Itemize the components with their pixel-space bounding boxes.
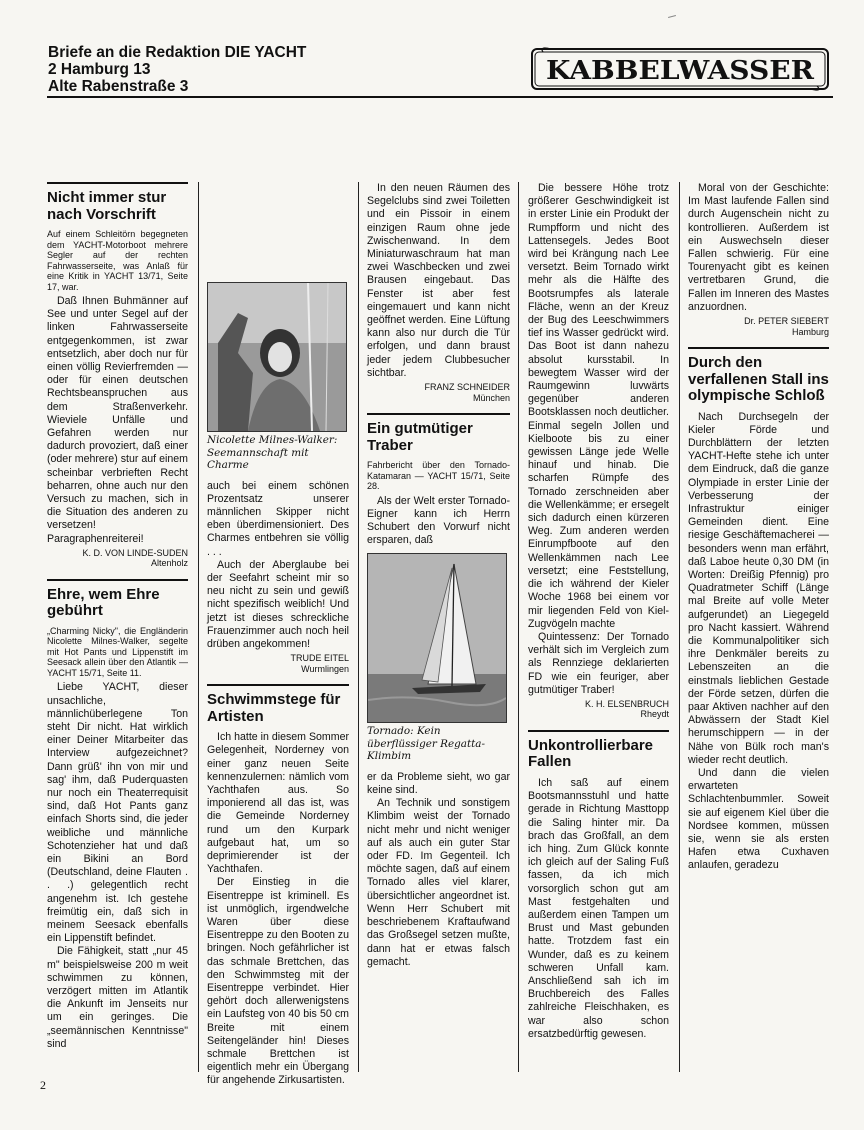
letter-paragraph: Der Einstieg in die Eisentreppe ist kriminell. Es ist unmöglich, irgendwelche Waren über diese Eisentreppe zu den Booten zu bringen. Noch gefährlicher ist das schmale Brettchen, das den Schwimmsteg mit der Eisentreppe verbindet. Hier gehört doch allerwenigstens ein Laufsteg von 40 bis 50 cm Breite mit einem Seitengeländer hin! Dieses schmale Brettchen ist eigentlich mehr ein Übergang für angehende Zirkusartisten. xyxy=(207,876,349,1087)
letter-signature-place: Wurmlingen xyxy=(301,663,349,674)
letter-schwimmstege xyxy=(207,684,349,1087)
editorial-address xyxy=(48,44,508,95)
letter-olympisches-schloss xyxy=(688,347,829,873)
letter-paragraph: er da Probleme sieht, wo gar keine sind. xyxy=(367,770,510,797)
letter-gutmuetiger-traber xyxy=(367,413,510,547)
letter-title: Ehre, wem Ehre gebührt xyxy=(47,585,160,620)
continued-text-spacer xyxy=(207,182,349,282)
address-line-1: Briefe an die Redaktion DIE YACHT xyxy=(48,44,307,61)
column-5 xyxy=(688,182,829,873)
letter-paragraph: Nach Durchsegeln der Kieler Förde und Durchblättern der letzten YACHT-Hefte stehe ich unter dem Eindruck, daß die ganze Olympiade in erster Linie der Verbesserung der Infrastruktur einiger Gemeinden dient. Eine riesige Geschäftemacherei — besonders wenn man erfährt, daß Laboe heute 0,30 DM (in Worten: Dreißig Pfennig) pro Quadratmeter Schiff (Länge mal Breite auf volle Meter aufgerundet) an Liegegeld pro Nacht kassiert. Während die Kommunalpolitiker sich ihre Denkmäler bereits zu Lebenszeiten an die einstmals lieblichen Gestade der Förde setzen, dürfen die paar Aktiven nachher auf den Abwässern der Stadt Kiel herumschippern — in der Nähe von Bülk roch man's wieder recht deutlich. xyxy=(688,410,829,766)
letter-paragraph: In den neuen Räumen des Segelclubs sind zwei Toiletten und ein Pissoir in einem einzigen Raum ohne jede Zwischenwand. In dem Miniaturwaschraum hat man zwei Waschbecken und zwei Brausen eingebaut. Das Fenster ist aber fest eingemauert und kann nicht geöffnet werden. Eine Lüftung kann also nur durch die Tür erfolgen, und dann braust jeder jedem Clubbesucher sichtbar. xyxy=(367,182,510,379)
letter-paragraph: An Technik und sonstigem Klimbim weist der Tornado nicht mehr und nicht weniger auf als auch ein guter Star oder FD. Im Gegenteil. Ich möchte sagen, daß auf einem Tornado alles viel klarer, übersichtlicher angeordnet ist. Wenn Herr Schubert mit beschriebenem Kraftaufwand das Großsegel setzen mußte, dann hat er etwas falsch gemacht. xyxy=(367,797,510,968)
photo-caption: Tornado: Kein überflüssiger Regatta-Klimbim xyxy=(367,725,486,763)
letter-signature-place: Hamburg xyxy=(791,326,829,337)
letter-paragraph: Liebe YACHT, dieser unsachliche, männlichüberlegene Ton steht Dir nicht. Hat wirklich einer Deiner Mitarbeiter das Interview aufgezeichnet? Dann grüß' ihn von mir und sag' ihm, daß Puderquasten nur noch ein Theaterrequisit sind, daß Hot Pants ganz einfach Shorts sind, die jeder weibliche und männliche Schotenzieher hat und daß ein Bikini an Bord (Deutschland, deine Flauten . . .) gelegentlich recht angenehm ist. Ich gestehe freimütig ein, daß sich in meinem Seesack ebenfalls ein Lippenstift befindet. xyxy=(47,681,188,945)
letter-signature: K. D. VON LINDE-SUDEN xyxy=(82,547,188,558)
letter-paragraph: Auch der Aberglaube bei der Seefahrt scheint mir so neu nicht zu sein und gewiß nicht spezifisch weiblich! Und jetzt ist dieses schreckliche Frauenzimmer auch noch heil drüben angekommen! xyxy=(207,558,349,650)
scan-mark xyxy=(668,15,676,18)
column-2 xyxy=(207,182,349,1088)
letter-unkontrollierbare-fallen xyxy=(528,730,669,1041)
letter-signature-place: München xyxy=(472,392,510,403)
letter-paragraph: Ich hatte in diesem Sommer Gelegenheit, Norderney von einer ganz neuen Seite kennenzulernen: nämlich vom Yachthafen aus. So imponierend all das ist, was die Gemeinde Norderney rund um den Kurpark aufgebaut hat, um so deprimierender ist der Yachthafen. xyxy=(207,731,349,876)
column-divider xyxy=(679,182,680,1072)
letter-paragraph: auch bei einem schönen Prozentsatz unserer männlichen Skipper nicht eben überdimensioniert. Des Charmes entbehren sie völlig . . . xyxy=(207,479,349,558)
letter-title: Unkontrollierbare Fallen xyxy=(528,736,654,771)
letter-title: Ein gutmütiger Traber xyxy=(367,420,473,454)
letter-paragraph: Und dann die vielen erwarteten Schlachtenbummler. Soweit sie auf eigenem Kiel über die Nordsee kommen, müssen sie, wenn sie als ersten Hafen etwa Cuxhaven anlaufen, geradezu xyxy=(688,767,829,872)
letter-signature: Dr. PETER SIEBERT xyxy=(744,316,829,327)
header-rule xyxy=(47,96,833,98)
address-line-2: 2 Hamburg 13 xyxy=(48,61,151,78)
logo-text: KABBELWASSER xyxy=(546,56,815,86)
letter-signature: FRANZ SCHNEIDER xyxy=(424,382,510,393)
letter-paragraph: Als der Welt erster Tornado-Eigner kann ich Herrn Schubert den Vorwurf nicht ersparen, daß xyxy=(367,494,510,547)
letter-lead: „Charming Nicky", die Engländerin Nicolette Milnes-Walker, segelte mit Hot Pants und Lippenstift im Seesack allein über den Atlantik — YACHT 15/71, Seite 11. xyxy=(47,625,188,678)
letter-lead: Auf einem Schleitörn begegneten dem YACHT-Motorboot mehrere Segler auf der rechten Fahrwasserseite, was Anlaß für eine Kritik in YACHT 13/71, Seite 17, war. xyxy=(47,229,188,292)
column-divider xyxy=(518,182,519,1072)
letter-signature: TRUDE EITEL xyxy=(290,653,349,664)
photo-caption: Nicolette Milnes-Walker: Seemannschaft mit Charme xyxy=(207,434,338,471)
letter-title: Nicht immer stur nach Vorschrift xyxy=(47,189,167,223)
photo-tornado xyxy=(367,553,507,723)
letter-paragraph: Moral von der Geschichte: Im Mast laufende Fallen sind durch Augenschein nicht zu kontrollieren. Außerdem ist ein Auswechseln dieser Fallen schwierig. Für eine Tourenyacht gibt es keinen vertretbaren Grund, die Fallen im Inneren des Mastes anzuordnen. xyxy=(688,182,829,313)
column-1 xyxy=(47,182,188,1051)
letter-paragraph: Die Fähigkeit, statt „nur 45 m" beispielsweise 200 m weit schwimmen zu können, verzögert mitten im Atlantik die Ankunft im Jenseits nur um ein geringes. Die „seemännischen Kenntnisse" sind xyxy=(47,945,188,1050)
letter-paragraph: Daß Ihnen Buhmänner auf See und unter Segel auf der linken Fahrwasserseite entgegenkommen, ist zwar entsetzlich, aber doch nur für einen völlig Revierfremden — oder für einen deutschen Rechtsbeanspruchen aus dem Straßenverkehr. Wieviele Unfälle und Gefahren werden nur dadurch provoziert, daß einer (oder mehrere) stur auf einem scheinbar verbrieften Recht beharren, ohne auch nur den Versuch zu machen, sich in die Situation des anderen zu versetzen! Paragraphenreiterei! xyxy=(47,295,188,545)
column-divider xyxy=(198,182,199,1072)
letter-paragraph: Ich saß auf einem Bootsmannsstuhl und hatte gerade in Richtung Masttopp die Saling hinter mir. Da brach das Großfall, an dem ich hing. Zum Glück konnte ich gleich auf der Saling Fuß fassen, da ich mich vorsorglich schon gut am Mast festgehalten und außerdem einen Tampen um Brust und Mast gebunden hatte. Trotzdem fast ein Wunder, daß es zu keinem schweren Unfall kam. Anschließend sah ich im Bruchbereich des Falles zahlreiche Fleischhaken, es war also schon ersatzbedürftig gewesen. xyxy=(528,776,669,1040)
page-number: 2 xyxy=(40,1078,46,1092)
letter-nicht-immer-stur xyxy=(47,182,188,569)
kabbelwasser-logo xyxy=(531,46,829,92)
letter-paragraph: Die bessere Höhe trotz größerer Geschwindigkeit ist in erster Linie ein Produkt der Rumpfform und nicht des Lattensegels. Jedes Boot wird bei Krängung nach Lee versetzt. Beim Tornado wirkt mehr als die Hälfte des Bootsrumpfes als laterale Fläche, wenn an der Kreuz der Bug des Leeschwimmers tief ins Wasser gedrückt wird. Das Boot ist dann nahezu absolut kursstabil. In bewegtem Wasser wird der Raumgewinn luvwärts gegenüber anderen Bootsklassen noch deutlicher. Einmal segeln Jollen und Kielboote bis zu einer gewissen Länge jede Welle hinauf und hinab. Die scharfen Rümpfe des Tornado zerschneiden aber die Wellenkämme; er ersegelt sich dadurch einen kürzeren Weg. Zum anderen werden Einrumpfboote auf den Wellenkämmen nach Lee versetzt; eine Feststellung, die ich während der Kieler Woche 1968 bei einem vor mir liegenden Feld von Kiel-Zugvögeln machte xyxy=(528,182,669,630)
letter-lead: Fahrbericht über den Tornado-Katamaran — YACHT 15/71, Seite 28. xyxy=(367,460,510,492)
column-divider xyxy=(358,182,359,1072)
letter-title: Durch den verfallenen Stall ins olympische Schloß xyxy=(688,354,829,405)
column-4 xyxy=(528,182,669,1041)
letter-signature-place: Rheydt xyxy=(640,709,669,720)
letter-signature-place: Altenholz xyxy=(150,558,188,569)
letter-signature: K. H. ELSENBRUCH xyxy=(584,698,669,709)
letter-ehre-wem-ehre xyxy=(47,579,188,1051)
column-3 xyxy=(367,182,510,969)
address-line-3: Alte Rabenstraße 3 xyxy=(48,78,189,95)
photo-nicolette xyxy=(207,282,347,432)
letter-title: Schwimmstege für Artisten xyxy=(207,691,341,725)
letter-paragraph: Quintessenz: Der Tornado verhält sich im Vergleich zum als Rennziege deklarierten FD wie ein feuriger, aber gutmütiger Traber! xyxy=(528,630,669,696)
